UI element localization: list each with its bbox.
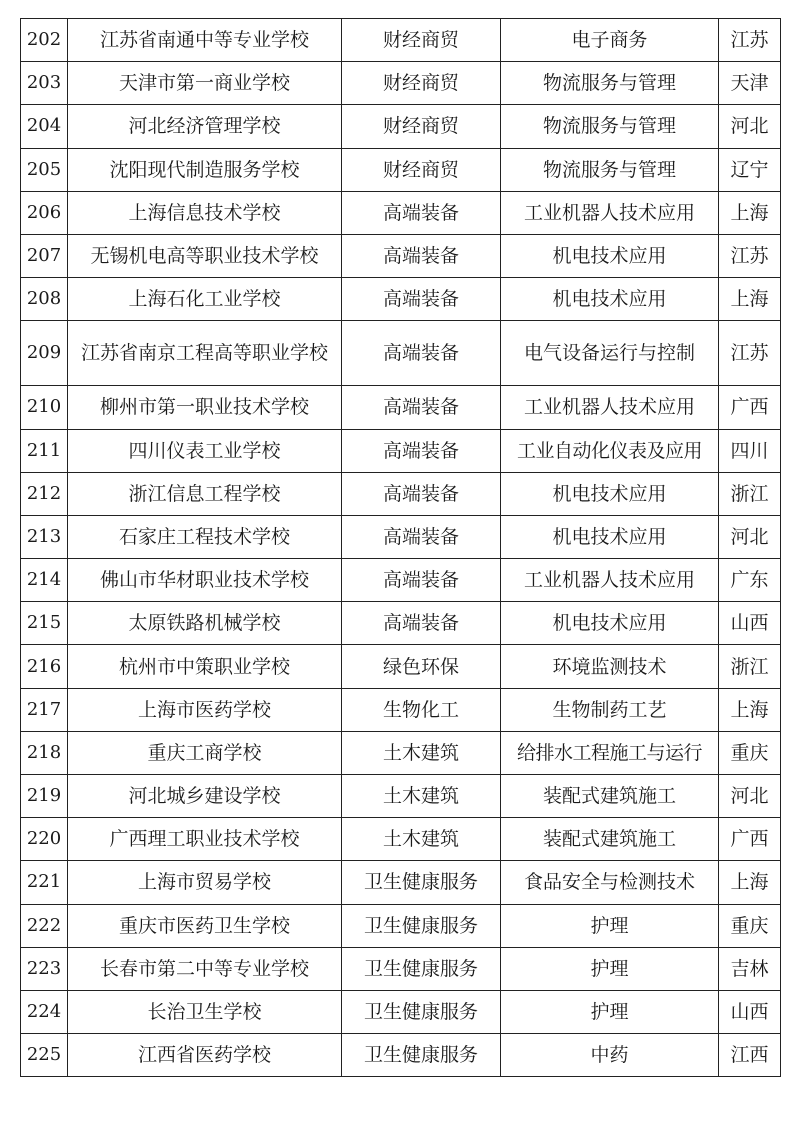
major-cell: 机电技术应用: [501, 472, 719, 515]
major-cell: 装配式建筑施工: [501, 775, 719, 818]
region-cell: 浙江: [719, 472, 781, 515]
school-name-cell: 河北经济管理学校: [68, 105, 342, 148]
row-number-cell: 223: [21, 947, 68, 990]
row-number-cell: 206: [21, 191, 68, 234]
table-row: [21, 191, 781, 234]
region-cell: 江苏: [719, 321, 781, 386]
major-cell: 电子商务: [501, 19, 719, 62]
category-cell: 财经商贸: [342, 105, 501, 148]
row-number-cell: 220: [21, 818, 68, 861]
category-cell: 卫生健康服务: [342, 1034, 501, 1077]
table-row: [21, 559, 781, 602]
table-row: [21, 148, 781, 191]
school-name-cell: 浙江信息工程学校: [68, 472, 342, 515]
table-row: [21, 105, 781, 148]
row-number-cell: 215: [21, 602, 68, 645]
major-cell: 工业机器人技术应用: [501, 191, 719, 234]
table-row: [21, 861, 781, 904]
school-name-cell: 长春市第二中等专业学校: [68, 947, 342, 990]
category-cell: 财经商贸: [342, 62, 501, 105]
category-cell: 高端装备: [342, 602, 501, 645]
category-cell: 高端装备: [342, 191, 501, 234]
row-number-cell: 224: [21, 990, 68, 1033]
category-cell: 卫生健康服务: [342, 861, 501, 904]
school-name-cell: 江西省医药学校: [68, 1034, 342, 1077]
row-number-cell: 218: [21, 731, 68, 774]
category-cell: 生物化工: [342, 688, 501, 731]
table-row: [21, 386, 781, 429]
major-cell: 生物制药工艺: [501, 688, 719, 731]
category-cell: 高端装备: [342, 559, 501, 602]
region-cell: 江苏: [719, 19, 781, 62]
region-cell: 广东: [719, 559, 781, 602]
school-list-table: [20, 18, 781, 1077]
row-number-cell: 208: [21, 278, 68, 321]
major-cell: 物流服务与管理: [501, 148, 719, 191]
category-cell: 卫生健康服务: [342, 904, 501, 947]
row-number-cell: 217: [21, 688, 68, 731]
major-cell: 护理: [501, 947, 719, 990]
category-cell: 高端装备: [342, 278, 501, 321]
row-number-cell: 213: [21, 515, 68, 558]
major-cell: 食品安全与检测技术: [501, 861, 719, 904]
category-cell: 土木建筑: [342, 731, 501, 774]
region-cell: 浙江: [719, 645, 781, 688]
region-cell: 上海: [719, 688, 781, 731]
table-row: [21, 278, 781, 321]
major-cell: 机电技术应用: [501, 602, 719, 645]
category-cell: 高端装备: [342, 472, 501, 515]
region-cell: 辽宁: [719, 148, 781, 191]
region-cell: 重庆: [719, 731, 781, 774]
table-row: [21, 990, 781, 1033]
category-cell: 卫生健康服务: [342, 947, 501, 990]
table-row: [21, 818, 781, 861]
school-name-cell: 佛山市华材职业技术学校: [68, 559, 342, 602]
table-row: [21, 19, 781, 62]
table-row: [21, 321, 781, 386]
table-row: [21, 645, 781, 688]
school-name-cell: 广西理工职业技术学校: [68, 818, 342, 861]
table-row: [21, 731, 781, 774]
table-row: [21, 602, 781, 645]
region-cell: 江西: [719, 1034, 781, 1077]
major-cell: 工业自动化仪表及应用: [501, 429, 719, 472]
region-cell: 广西: [719, 386, 781, 429]
region-cell: 重庆: [719, 904, 781, 947]
major-cell: 物流服务与管理: [501, 105, 719, 148]
school-name-cell: 重庆工商学校: [68, 731, 342, 774]
row-number-cell: 222: [21, 904, 68, 947]
row-number-cell: 216: [21, 645, 68, 688]
category-cell: 财经商贸: [342, 148, 501, 191]
row-number-cell: 219: [21, 775, 68, 818]
category-cell: 高端装备: [342, 321, 501, 386]
region-cell: 天津: [719, 62, 781, 105]
table-row: [21, 947, 781, 990]
region-cell: 四川: [719, 429, 781, 472]
category-cell: 高端装备: [342, 515, 501, 558]
row-number-cell: 221: [21, 861, 68, 904]
table-row: [21, 1034, 781, 1077]
region-cell: 山西: [719, 602, 781, 645]
category-cell: 卫生健康服务: [342, 990, 501, 1033]
region-cell: 河北: [719, 515, 781, 558]
school-name-cell: 石家庄工程技术学校: [68, 515, 342, 558]
row-number-cell: 205: [21, 148, 68, 191]
category-cell: 绿色环保: [342, 645, 501, 688]
region-cell: 江苏: [719, 234, 781, 277]
major-cell: 电气设备运行与控制: [501, 321, 719, 386]
table-row: [21, 429, 781, 472]
major-cell: 机电技术应用: [501, 278, 719, 321]
major-cell: 机电技术应用: [501, 234, 719, 277]
major-cell: 装配式建筑施工: [501, 818, 719, 861]
school-name-cell: 长治卫生学校: [68, 990, 342, 1033]
row-number-cell: 210: [21, 386, 68, 429]
region-cell: 山西: [719, 990, 781, 1033]
school-name-cell: 江苏省南通中等专业学校: [68, 19, 342, 62]
major-cell: 护理: [501, 904, 719, 947]
row-number-cell: 207: [21, 234, 68, 277]
school-name-cell: 杭州市中策职业学校: [68, 645, 342, 688]
table-row: [21, 775, 781, 818]
table-row: [21, 515, 781, 558]
school-name-cell: 天津市第一商业学校: [68, 62, 342, 105]
region-cell: 上海: [719, 278, 781, 321]
region-cell: 河北: [719, 105, 781, 148]
school-name-cell: 沈阳现代制造服务学校: [68, 148, 342, 191]
school-name-cell: 上海石化工业学校: [68, 278, 342, 321]
row-number-cell: 211: [21, 429, 68, 472]
table-body: [21, 19, 781, 1077]
major-cell: 环境监测技术: [501, 645, 719, 688]
school-name-cell: 四川仪表工业学校: [68, 429, 342, 472]
region-cell: 广西: [719, 818, 781, 861]
row-number-cell: 204: [21, 105, 68, 148]
region-cell: 河北: [719, 775, 781, 818]
region-cell: 上海: [719, 861, 781, 904]
category-cell: 高端装备: [342, 386, 501, 429]
major-cell: 护理: [501, 990, 719, 1033]
major-cell: 给排水工程施工与运行: [501, 731, 719, 774]
major-cell: 工业机器人技术应用: [501, 386, 719, 429]
major-cell: 物流服务与管理: [501, 62, 719, 105]
table-row: [21, 234, 781, 277]
row-number-cell: 209: [21, 321, 68, 386]
table-row: [21, 904, 781, 947]
region-cell: 上海: [719, 191, 781, 234]
school-name-cell: 重庆市医药卫生学校: [68, 904, 342, 947]
table-row: [21, 688, 781, 731]
school-name-cell: 上海市医药学校: [68, 688, 342, 731]
school-name-cell: 无锡机电高等职业技术学校: [68, 234, 342, 277]
row-number-cell: 202: [21, 19, 68, 62]
row-number-cell: 214: [21, 559, 68, 602]
major-cell: 中药: [501, 1034, 719, 1077]
school-name-cell: 柳州市第一职业技术学校: [68, 386, 342, 429]
major-cell: 工业机器人技术应用: [501, 559, 719, 602]
school-name-cell: 太原铁路机械学校: [68, 602, 342, 645]
category-cell: 高端装备: [342, 429, 501, 472]
table-row: [21, 62, 781, 105]
row-number-cell: 225: [21, 1034, 68, 1077]
category-cell: 土木建筑: [342, 775, 501, 818]
row-number-cell: 212: [21, 472, 68, 515]
school-name-cell: 上海市贸易学校: [68, 861, 342, 904]
school-name-cell: 江苏省南京工程高等职业学校: [68, 321, 342, 386]
category-cell: 财经商贸: [342, 19, 501, 62]
school-name-cell: 上海信息技术学校: [68, 191, 342, 234]
category-cell: 土木建筑: [342, 818, 501, 861]
major-cell: 机电技术应用: [501, 515, 719, 558]
table-row: [21, 472, 781, 515]
school-name-cell: 河北城乡建设学校: [68, 775, 342, 818]
category-cell: 高端装备: [342, 234, 501, 277]
row-number-cell: 203: [21, 62, 68, 105]
region-cell: 吉林: [719, 947, 781, 990]
